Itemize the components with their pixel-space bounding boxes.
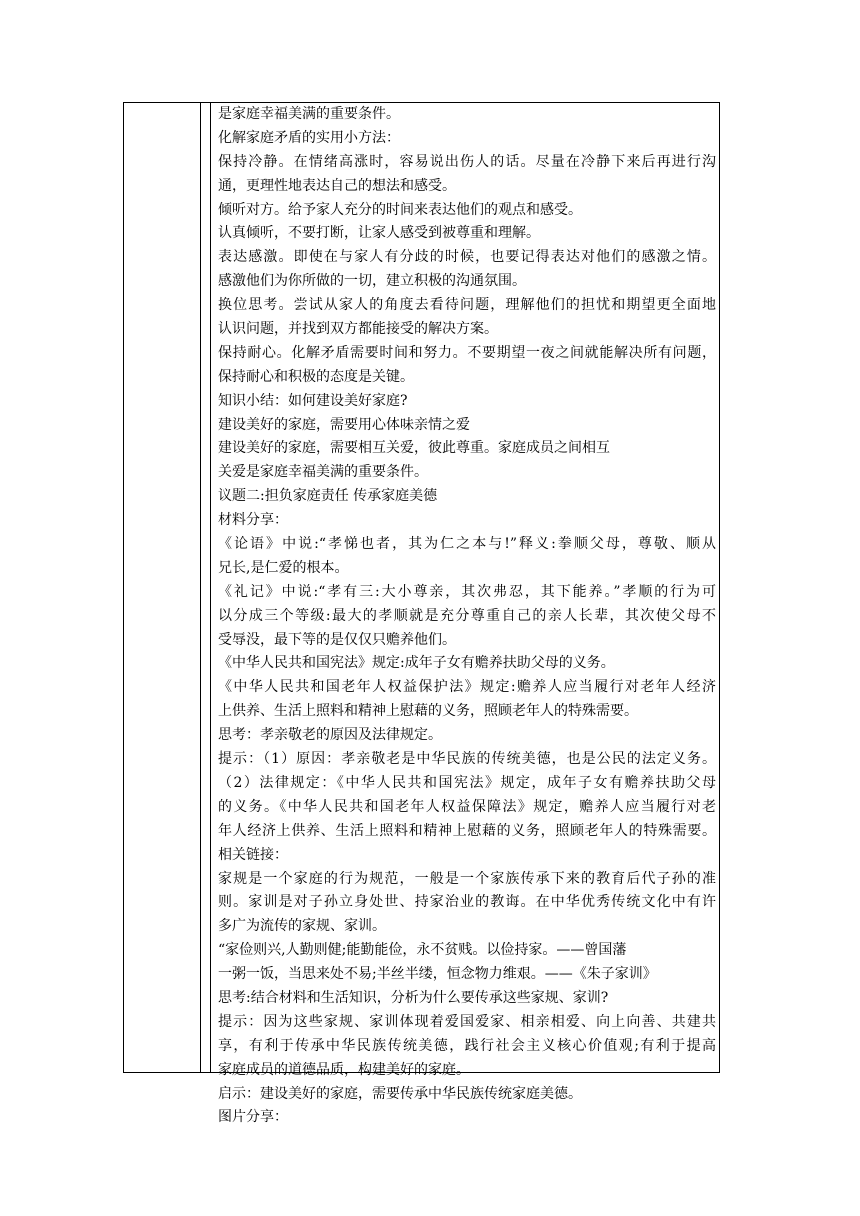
text-line: “家俭则兴,人勤则健;能勤能俭，永不贫贱。以俭持家。——曾国藩 [218, 942, 627, 959]
text-line: 启示：建设美好的家庭，需要传承中华民族传统家庭美德。 [218, 1085, 582, 1102]
text-line: 换位思考。尝试从家人的角度去看待问题，理解他们的担忧和期望更全面地 [218, 297, 716, 314]
text-line: 表达感激。即使在与家人有分歧的时候，也要记得表达对他们的感激之情。 [218, 249, 716, 266]
text-line: 相关链接： [218, 846, 288, 863]
text-line: 认真倾听，不要打断，让家人感受到被尊重和理解。 [218, 225, 540, 242]
text-line: 建设美好的家庭，需要用心体味亲情之爱 [218, 416, 470, 433]
text-line: 《礼记》中说:“孝有三:大小尊亲，其次弗忍，其下能养。”孝顺的行为可 [218, 583, 716, 600]
text-line: 保持耐心。化解矛盾需要时间和努力。不要期望一夜之间就能解决所有问题， [218, 344, 716, 361]
text-line: 上供养、生活上照料和精神上慰藉的义务，照顾老年人的特殊需要。 [218, 703, 638, 720]
text-line: 认识问题，并找到双方都能接受的解决方案。 [218, 321, 498, 338]
text-line: 材料分享： [218, 512, 288, 529]
lesson-table [123, 102, 720, 1126]
text-line: 思考：孝亲敬老的原因及法律规定。 [218, 727, 442, 744]
text-line: 《中华人民共和国老年人权益保护法》规定:赡养人应当履行对老年人经济 [218, 679, 716, 696]
text-line: 《中华人民共和国宪法》规定:成年子女有赡养扶助父母的义务。 [218, 655, 615, 672]
text-line: 保持冷静。在情绪高涨时，容易说出伤人的话。尽量在冷静下来后再进行沟 [218, 153, 716, 170]
text-line: 一粥一饭，当思来处不易;半丝半缕，恒念物力维艰。——《朱子家训》 [218, 966, 657, 983]
column-divider-right [210, 103, 211, 1072]
text-line: 年人经济上供养、生活上照料和精神上慰藉的义务，照顾老年人的特殊需要。 [218, 822, 716, 839]
text-line: 多广为流传的家规、家训。 [218, 918, 386, 935]
text-line: 是家庭幸福美满的重要条件。 [218, 106, 400, 122]
text-line: 通，更理性地表达自己的想法和感受。 [218, 177, 456, 194]
text-line: 《论语》中说:“孝悌也者，其为仁之本与!”释义:拳顺父母，尊敬、顺从 [218, 536, 716, 553]
text-line: 兄长,是仁爱的根本。 [218, 559, 349, 576]
text-line: 关爱是家庭幸福美满的重要条件。 [218, 464, 428, 481]
text-line: 受辱没，最下等的是仅仅只赡养他们。 [218, 631, 456, 648]
text-line: 保持耐心和积极的态度是关键。 [218, 368, 414, 385]
text-line: 图片分享： [218, 1109, 288, 1126]
text-line: （2）法律规定：《中华人民共和国宪法》规定，成年子女有赡养扶助父母 [218, 774, 716, 791]
content-cell [218, 103, 716, 1130]
text-line: 建设美好的家庭，需要相互关爱，彼此尊重。家庭成员之间相互 [218, 440, 610, 457]
text-line: 享，有利于传承中华民族传统美德，践行社会主义核心价值观;有利于提高 [218, 1037, 716, 1054]
text-line: 感激他们为你所做的一切，建立积极的沟通氛围。 [218, 273, 526, 290]
text-line: 化解家庭矛盾的实用小方法： [218, 129, 400, 146]
text-line: 则。家训是对子孙立身处世、持家治业的教诲。在中华优秀传统文化中有许 [218, 894, 716, 911]
text-line: 思考:结合材料和生活知识，分析为什么要传承这些家规、家训? [218, 989, 609, 1006]
text-line: 议题二:担负家庭责任 传承家庭美德 [218, 488, 438, 505]
column-divider-left [200, 103, 201, 1072]
text-line: 以分成三个等级:最大的孝顺就是充分尊重自己的亲人长辈，其次使父母不 [218, 607, 716, 624]
text-line: 倾听对方。给予家人充分的时间来表达他们的观点和感受。 [218, 201, 582, 218]
text-line: 家规是一个家庭的行为规范，一般是一个家族传承下来的教育后代子孙的准 [218, 870, 716, 887]
text-line: 家庭成员的道德品质，构建美好的家庭。 [218, 1061, 470, 1078]
text-line: 知识小结：如何建设美好家庭? [218, 392, 408, 409]
text-line: 提示：（1）原因：孝亲敬老是中华民族的传统美德，也是公民的法定义务。 [218, 751, 716, 768]
text-line: 的义务。《中华人民共和国老年人权益保障法》规定，赡养人应当履行对老 [218, 798, 716, 815]
text-line: 提示：因为这些家规、家训体现着爱国爱家、相亲相爱、向上向善、共建共 [218, 1013, 716, 1030]
